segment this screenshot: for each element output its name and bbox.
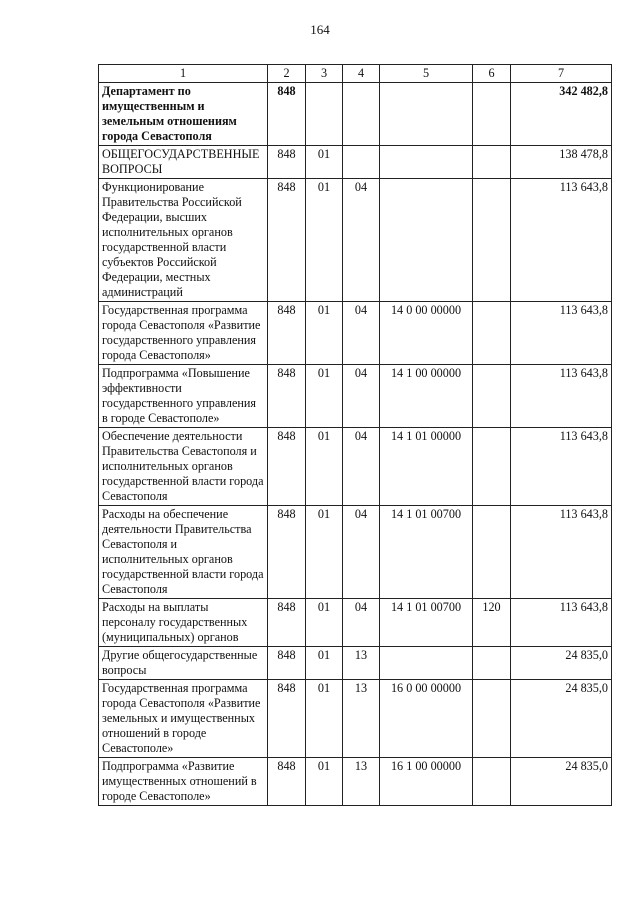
row-subsection-cell: 04 xyxy=(343,428,380,506)
row-amount-cell: 113 643,8 xyxy=(511,428,612,506)
row-subsection-cell: 13 xyxy=(343,680,380,758)
row-amount-cell: 138 478,8 xyxy=(511,146,612,179)
row-admin-code-cell: 848 xyxy=(268,365,306,428)
page-number: 164 xyxy=(310,22,330,37)
row-admin-code-cell: 848 xyxy=(268,146,306,179)
row-amount-cell: 24 835,0 xyxy=(511,647,612,680)
row-section-cell: 01 xyxy=(306,428,343,506)
table-row xyxy=(99,302,612,365)
row-target-item-cell: 16 0 00 00000 xyxy=(380,680,473,758)
row-amount-cell: 113 643,8 xyxy=(511,179,612,302)
row-section-cell: 01 xyxy=(306,506,343,599)
row-subsection-cell: 13 xyxy=(343,758,380,806)
row-target-item-cell: 16 1 00 00000 xyxy=(380,758,473,806)
row-section-cell: 01 xyxy=(306,647,343,680)
row-expense-type-cell xyxy=(473,302,511,365)
row-admin-code-cell: 848 xyxy=(268,179,306,302)
row-amount-cell: 113 643,8 xyxy=(511,302,612,365)
row-expense-type-cell xyxy=(473,647,511,680)
row-name-cell: Другие общегосударственные вопросы xyxy=(99,647,268,680)
header-col-1: 1 xyxy=(99,65,268,83)
row-amount-cell: 24 835,0 xyxy=(511,680,612,758)
row-admin-code-cell: 848 xyxy=(268,428,306,506)
header-col-3: 3 xyxy=(306,65,343,83)
row-section-cell: 01 xyxy=(306,365,343,428)
table-row xyxy=(99,365,612,428)
row-expense-type-cell xyxy=(473,179,511,302)
table-row xyxy=(99,179,612,302)
row-target-item-cell: 14 1 00 00000 xyxy=(380,365,473,428)
row-target-item-cell: 14 0 00 00000 xyxy=(380,302,473,365)
header-col-5: 5 xyxy=(380,65,473,83)
row-section-cell: 01 xyxy=(306,599,343,647)
row-name-cell: Расходы на обеспечение деятельности Правительства Севастополя и исполнительных органов государственной власти города Севастополя xyxy=(99,506,268,599)
table-row xyxy=(99,83,612,146)
row-section-cell: 01 xyxy=(306,302,343,365)
row-admin-code-cell: 848 xyxy=(268,506,306,599)
row-section-cell: 01 xyxy=(306,146,343,179)
row-expense-type-cell xyxy=(473,506,511,599)
row-expense-type-cell xyxy=(473,680,511,758)
row-subsection-cell: 04 xyxy=(343,506,380,599)
row-admin-code-cell: 848 xyxy=(268,83,306,146)
row-admin-code-cell: 848 xyxy=(268,599,306,647)
row-subsection-cell: 04 xyxy=(343,599,380,647)
row-target-item-cell xyxy=(380,647,473,680)
row-target-item-cell xyxy=(380,83,473,146)
row-target-item-cell: 14 1 01 00000 xyxy=(380,428,473,506)
row-section-cell: 01 xyxy=(306,179,343,302)
row-expense-type-cell xyxy=(473,83,511,146)
row-amount-cell: 113 643,8 xyxy=(511,599,612,647)
row-subsection-cell xyxy=(343,146,380,179)
row-name-cell: ОБЩЕГОСУДАРСТВЕННЫЕ ВОПРОСЫ xyxy=(99,146,268,179)
budget-table xyxy=(98,64,612,806)
row-name-cell: Обеспечение деятельности Правительства Севастополя и исполнительных органов государственной власти города Севастополя xyxy=(99,428,268,506)
table-row xyxy=(99,146,612,179)
header-col-4: 4 xyxy=(343,65,380,83)
table-row xyxy=(99,506,612,599)
row-subsection-cell: 04 xyxy=(343,365,380,428)
row-expense-type-cell xyxy=(473,758,511,806)
header-col-2: 2 xyxy=(268,65,306,83)
row-admin-code-cell: 848 xyxy=(268,680,306,758)
row-subsection-cell: 04 xyxy=(343,179,380,302)
row-subsection-cell xyxy=(343,83,380,146)
row-target-item-cell: 14 1 01 00700 xyxy=(380,506,473,599)
table-row xyxy=(99,428,612,506)
row-expense-type-cell xyxy=(473,146,511,179)
table-row xyxy=(99,599,612,647)
row-subsection-cell: 04 xyxy=(343,302,380,365)
row-subsection-cell: 13 xyxy=(343,647,380,680)
row-amount-cell: 113 643,8 xyxy=(511,365,612,428)
table-header-row xyxy=(99,65,612,83)
row-admin-code-cell: 848 xyxy=(268,302,306,365)
row-name-cell: Расходы на выплаты персоналу государственных (муниципальных) органов xyxy=(99,599,268,647)
table-row xyxy=(99,680,612,758)
row-amount-cell: 24 835,0 xyxy=(511,758,612,806)
row-section-cell: 01 xyxy=(306,680,343,758)
row-expense-type-cell: 120 xyxy=(473,599,511,647)
row-name-cell: Подпрограмма «Повышение эффективности государственного управления в городе Севастополе» xyxy=(99,365,268,428)
row-admin-code-cell: 848 xyxy=(268,758,306,806)
table-row xyxy=(99,758,612,806)
row-name-cell: Функционирование Правительства Российской Федерации, высших исполнительных органов государственной власти субъектов Российской Федерации, местных администраций xyxy=(99,179,268,302)
header-col-7: 7 xyxy=(511,65,612,83)
header-col-6: 6 xyxy=(473,65,511,83)
row-section-cell: 01 xyxy=(306,758,343,806)
row-name-cell: Государственная программа города Севастополя «Развитие земельных и имущественных отношений в городе Севастополе» xyxy=(99,680,268,758)
row-target-item-cell: 14 1 01 00700 xyxy=(380,599,473,647)
row-section-cell xyxy=(306,83,343,146)
row-expense-type-cell xyxy=(473,365,511,428)
row-admin-code-cell: 848 xyxy=(268,647,306,680)
row-name-cell: Департамент по имущественным и земельным отношениям города Севастополя xyxy=(99,83,268,146)
row-target-item-cell xyxy=(380,146,473,179)
row-target-item-cell xyxy=(380,179,473,302)
row-amount-cell: 113 643,8 xyxy=(511,506,612,599)
row-expense-type-cell xyxy=(473,428,511,506)
row-amount-cell: 342 482,8 xyxy=(511,83,612,146)
row-name-cell: Государственная программа города Севастополя «Развитие государственного управления города Севастополя» xyxy=(99,302,268,365)
row-name-cell: Подпрограмма «Развитие имущественных отношений в городе Севастополе» xyxy=(99,758,268,806)
table-row xyxy=(99,647,612,680)
